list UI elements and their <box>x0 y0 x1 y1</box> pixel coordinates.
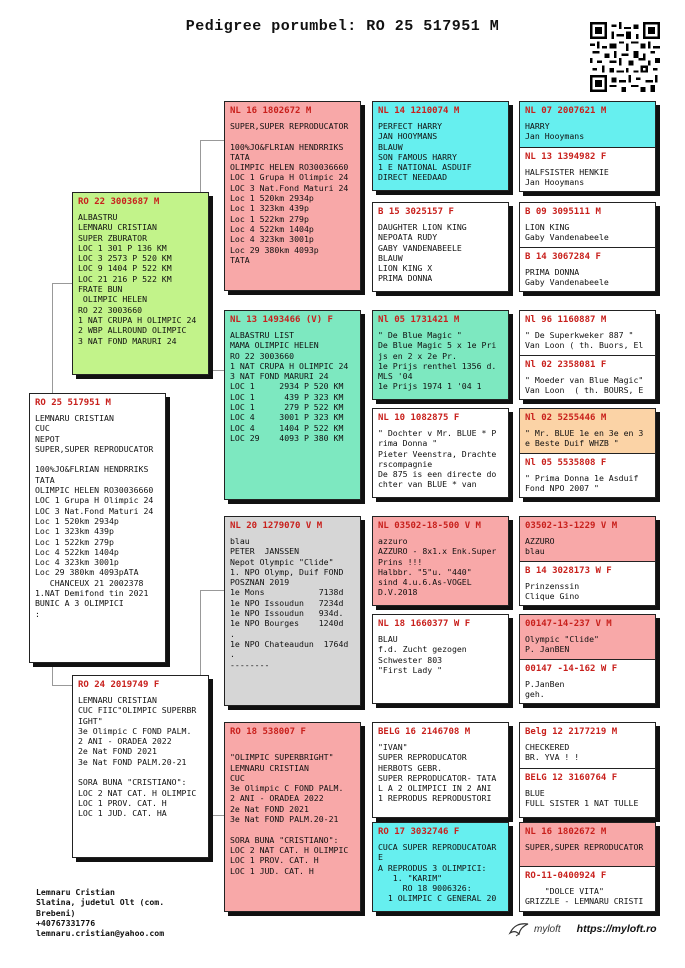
detail-line: 3 NAT FOND MARURI 24 <box>78 335 177 346</box>
great-grandparent-card[interactable] <box>372 408 509 498</box>
connector-line <box>52 685 72 686</box>
great-grandparent-card[interactable] <box>372 101 509 191</box>
detail-line: BLAU <box>378 634 398 644</box>
detail-line: LOC 9 1404 P 522 KM <box>78 263 172 274</box>
detail-line: PRIMA DONNA <box>525 267 580 277</box>
detail-line: RO 22 3003660 <box>230 350 295 361</box>
detail-line: rima Donna " <box>378 438 438 449</box>
ring-number: NL 14 1210074 M <box>378 106 460 116</box>
detail-line: " Dochter v Mr. BLUE * P <box>378 428 497 438</box>
details <box>378 330 503 392</box>
detail-line: LOC 1 301 P 136 KM <box>78 242 167 253</box>
ring-number: B 14 3028173 W F <box>525 566 612 576</box>
page-title: Pedigree porumbel: RO 25 517951 M <box>185 18 500 35</box>
detail-line: 3e Nat FOND PALM.20-21 <box>230 814 339 825</box>
details <box>525 330 650 351</box>
detail-line: AZZURO - 8x1.x Enk.Super <box>378 546 497 557</box>
details <box>78 212 203 346</box>
detail-line: BLUE <box>525 788 545 798</box>
detail-line: 2 WBP ALLROUND OLIMPIC <box>78 325 187 336</box>
detail-line: GABY VANDENABEELE <box>378 242 462 253</box>
detail-line: De 875 is een directe do <box>378 469 497 480</box>
detail-line: 1. "KARIM" <box>378 872 443 883</box>
great-grandparent-card[interactable] <box>372 822 509 912</box>
gggp-card[interactable] <box>519 147 656 192</box>
gggp-card[interactable] <box>519 101 656 148</box>
details <box>525 222 650 243</box>
connector-line <box>200 140 224 141</box>
details <box>525 428 650 449</box>
gggp-card[interactable] <box>519 310 656 356</box>
detail-line <box>230 742 355 752</box>
detail-line: 1e Prijs renthel 1356 d. <box>378 360 497 371</box>
detail-line: "OLIMPIC SUPERBRIGHT" <box>230 752 334 763</box>
detail-line: LOC 2 NAT CAT. H OLIMPIC <box>78 787 197 798</box>
ring-number: B 14 3067284 F <box>525 252 601 262</box>
detail-line: JAN HOOYMANS <box>378 131 438 142</box>
details <box>230 121 355 265</box>
details <box>525 634 650 655</box>
details <box>525 842 650 852</box>
details <box>378 742 503 804</box>
detail-line: SUPER ZBURATOR <box>78 232 148 243</box>
great-grandparent-card[interactable] <box>372 202 509 292</box>
detail-line: sind 4.u.6.As-VOGEL <box>378 577 472 588</box>
detail-line: POSZNAN 2019 <box>230 577 290 588</box>
dam-card[interactable] <box>72 675 209 858</box>
detail-line: Pieter Veenstra, Drachte <box>378 448 497 459</box>
ring-number: NL 16 1802672 M <box>525 827 607 837</box>
details <box>230 536 355 670</box>
detail-line: HERBOTS GEBR. <box>378 762 443 773</box>
connector-line <box>52 283 72 284</box>
ring-number: RO 18 538007 F <box>230 727 306 737</box>
detail-line: MAMA OLIMPIC HELEN <box>230 340 319 351</box>
detail-line: Van Loon ( th. Buors, El <box>525 340 644 351</box>
detail-line: : <box>35 608 40 619</box>
gggp-card[interactable] <box>519 822 656 867</box>
details <box>230 330 355 443</box>
detail-line: LOC 1 Grupa H Olimpic 24 <box>35 495 154 506</box>
detail-line: LOC 1 Grupa H Olimpic 24 <box>230 172 349 183</box>
connector-line <box>52 283 53 395</box>
detail-line: 1e Prijs 1974 1 '04 1 <box>378 381 482 392</box>
detail-line: Loc 1 323km 439p <box>230 203 309 214</box>
detail-line: 2 ANI - ORADEA 2022 <box>230 793 324 804</box>
detail-line <box>230 824 355 834</box>
detail-line: Jan Hooymans <box>525 131 585 142</box>
detail-line: HARRY <box>525 121 550 131</box>
detail-line: " Mr. BLUE 1e en 3e en 3 <box>525 428 644 438</box>
ring-number: NL 13 1394982 F <box>525 152 607 162</box>
detail-line: LEMNARU CRISTIAN <box>78 222 157 233</box>
detail-line: HALFSISTER HENKIE <box>525 167 609 177</box>
detail-line: SUPER,SUPER REPRODUCATOR <box>230 121 349 131</box>
detail-line: f.d. Zucht gezogen <box>378 644 467 655</box>
ring-number: B 09 3095111 M <box>525 207 601 217</box>
detail-line: 2e Nat FOND 2021 <box>78 746 157 757</box>
detail-line: Fond NPO 2007 " <box>525 483 599 494</box>
detail-line: LEMNARU CRISTIAN <box>35 413 114 423</box>
detail-line: L A 2 OLIMPICI IN 2 ANI <box>378 783 492 794</box>
ring-number: NL 20 1279070 V M <box>230 521 323 531</box>
great-grandparent-card[interactable] <box>372 310 509 400</box>
detail-line: LOC 1 439 P 323 KM <box>230 391 344 402</box>
detail-line: LION KING <box>525 222 570 232</box>
detail-line: Clique Gino <box>525 591 580 602</box>
detail-line: 2e Nat FOND 2021 <box>230 803 309 814</box>
gggp-card[interactable] <box>519 408 656 454</box>
detail-line: 100%JO&FLRIAN HENDRRIKS <box>35 464 149 475</box>
detail-line: rscompagnie <box>378 458 433 469</box>
ring-number: NL 16 1802672 M <box>230 106 312 116</box>
detail-line: Nepot Olympic "Clide" <box>230 556 334 567</box>
ring-number: Nl 05 5535808 F <box>525 458 607 468</box>
great-grandparent-card[interactable] <box>372 614 509 704</box>
detail-line: blau <box>230 536 250 546</box>
detail-line: Gaby Vandenabeele <box>525 277 609 288</box>
detail-line: 1e Mons 7138d <box>230 587 344 598</box>
detail-line: 1 NAT CRUPA H OLIMPIC 24 <box>230 360 349 371</box>
detail-line: SON FAMOUS HARRY <box>378 151 457 162</box>
details <box>378 842 503 904</box>
detail-line: BUNIC A 3 OLIMPICI <box>35 598 124 609</box>
detail-line: 1e NPO Chateaudun 1764d <box>230 638 349 649</box>
ring-number: NL 07 2007621 M <box>525 106 607 116</box>
detail-line: RO 18 9006326: <box>378 883 472 894</box>
detail-line: Prinzenssin <box>525 581 580 591</box>
detail-line: De Blue Magic 5 x 1e Pri <box>378 340 497 351</box>
detail-line: BR. YVA ! ! <box>525 752 580 763</box>
detail-line: Loc 4 323km 3001p <box>35 557 119 568</box>
detail-line: PETER JANSSEN <box>230 546 300 557</box>
detail-line: 1e NPO Bourges 1240d <box>230 618 344 629</box>
details <box>525 121 650 142</box>
detail-line: blau <box>525 546 545 557</box>
detail-line: LOC 1 2934 P 520 KM <box>230 381 344 392</box>
ring-number: B 15 3025157 F <box>378 207 454 217</box>
detail-line: CUC <box>35 423 50 434</box>
detail-line: "IVAN" <box>378 742 408 752</box>
detail-line: Loc 4 323km 3001p <box>230 234 314 245</box>
details <box>525 267 650 288</box>
detail-line: 2 ANI - ORADEA 2022 <box>78 736 172 747</box>
detail-line: OLIMPIC HELEN RO30036660 <box>35 485 154 496</box>
detail-line: TATA <box>35 474 55 485</box>
ring-number: NL 13 1493466 (V) F <box>230 315 333 325</box>
detail-line: " Prima Donna 1e Asduif <box>525 473 639 483</box>
detail-line: AZZURO <box>525 536 555 546</box>
detail-line: SORA BUNA "CRISTIANO": <box>78 777 187 788</box>
detail-line: DAUGHTER LION KING <box>378 222 467 232</box>
gggp-card[interactable] <box>519 561 656 606</box>
details <box>35 413 160 619</box>
detail-line: chter van BLUE * van <box>378 479 477 490</box>
detail-line: FULL SISTER 1 NAT TULLE <box>525 798 639 809</box>
details <box>525 886 650 907</box>
details <box>378 121 503 183</box>
detail-line: Loc 1 520km 2934p <box>230 193 314 204</box>
detail-line: LEMNARU CRISTIAN <box>78 695 157 705</box>
ring-number: NL 18 1660377 W F <box>378 619 471 629</box>
detail-line: LOC 1 279 P 522 KM <box>230 402 344 413</box>
detail-line: GRIZZLE - LEMNARU CRISTI <box>525 896 644 907</box>
ring-number: Nl 96 1160887 M <box>525 315 607 325</box>
detail-line: LOC 1 JUD. CAT. HA <box>78 808 167 819</box>
detail-line: Loc 29 380km 4093pATA <box>35 567 139 578</box>
gggp-card[interactable] <box>519 247 656 292</box>
detail-line: SUPER,SUPER REPRODUCATOR <box>525 842 644 852</box>
details <box>230 742 355 876</box>
great-grandparent-card[interactable] <box>372 722 509 818</box>
detail-line: LOC 29 4093 P 380 KM <box>230 432 344 443</box>
detail-line: Loc 1 323km 439p <box>35 526 114 537</box>
detail-line: BLAUW <box>378 252 403 263</box>
detail-line: MLS '04 <box>378 371 413 382</box>
detail-line: Loc 1 522km 279p <box>35 536 114 547</box>
detail-line: Lemnaru Cristian <box>36 887 115 897</box>
gggp-card[interactable] <box>519 453 656 498</box>
ring-number: 00147 -14-162 W F <box>525 664 618 674</box>
ring-number: NL 10 1082875 F <box>378 413 460 423</box>
detail-line: E <box>378 852 383 863</box>
details <box>378 222 503 284</box>
details <box>525 788 650 809</box>
detail-line: Schwester 803 <box>378 654 443 665</box>
detail-line: Prins !!! <box>378 556 423 567</box>
detail-line: OLIMPIC HELEN RO30036660 <box>230 162 349 173</box>
detail-line: . <box>230 628 235 639</box>
detail-line: PERFECT HARRY <box>378 121 443 131</box>
detail-line <box>35 454 160 464</box>
gggp-card[interactable] <box>519 614 656 660</box>
detail-line: 3e Olimpic C FOND PALM. <box>78 725 192 736</box>
detail-line: SUPER,SUPER REPRODUCATOR <box>35 443 154 454</box>
detail-line: CHECKERED <box>525 742 570 752</box>
detail-line: 100%JO&FLRIAN HENDRRIKS <box>230 141 344 152</box>
details <box>525 536 650 557</box>
detail-line: LEMNARU CRISTIAN <box>230 762 309 773</box>
bird-logo-icon <box>508 921 530 937</box>
detail-line: LOC 3 Nat.Fond Maturi 24 <box>230 182 349 193</box>
detail-line: Loc 29 380km 4093p <box>230 244 319 255</box>
detail-line: IGHT" <box>78 715 103 726</box>
grandparent-card[interactable] <box>224 722 361 912</box>
details <box>378 536 503 598</box>
detail-line: SUPER REPRODUCATOR <box>378 752 467 763</box>
brand-logo[interactable] <box>508 921 657 937</box>
ring-number: 03502-13-1229 V M <box>525 521 618 531</box>
detail-line: NEPOT <box>35 433 60 444</box>
ring-number: RO 17 3032746 F <box>378 827 460 837</box>
detail-line: " De Superkweker 887 " <box>525 330 634 340</box>
detail-line <box>230 131 355 141</box>
detail-line: Loc 1 522km 279p <box>230 213 309 224</box>
detail-line: CUC FIIC"OLIMPIC SUPERBR <box>78 705 197 716</box>
detail-line: "DOLCE VITA" <box>525 886 604 896</box>
grandparent-card[interactable] <box>224 310 361 500</box>
detail-line: LOC 3 2573 P 520 KM <box>78 253 172 264</box>
ring-number: 00147-14-237 V M <box>525 619 612 629</box>
details <box>378 428 503 490</box>
detail-line: CUCA SUPER REPRODUCATOAR <box>378 842 497 852</box>
detail-line: LOC 4 3001 P 323 KM <box>230 412 344 423</box>
detail-line: 1. NPO Olymp, Duif FOND <box>230 566 344 577</box>
ring-number: BELG 16 2146708 M <box>378 727 471 737</box>
gggp-card[interactable] <box>519 768 656 818</box>
detail-line: 3 NAT FOND MARURI 24 <box>230 371 329 382</box>
detail-line: BLAUW <box>378 141 403 152</box>
connector-line <box>52 665 53 685</box>
details <box>525 375 650 396</box>
detail-line: LOC 4 1404 P 522 KM <box>230 422 344 433</box>
detail-line: CHANCEUX 21 2002378 <box>35 577 144 588</box>
connector-line <box>200 590 224 591</box>
detail-line: lemnaru.cristian@yahoo.com <box>36 928 165 939</box>
detail-line: Van Loon ( th. BOURS, E <box>525 385 644 396</box>
detail-line: Halbbr. "5"u. "440" <box>378 566 472 577</box>
great-grandparent-card[interactable] <box>372 516 509 606</box>
detail-line: 1 OLIMPIC C GENERAL 20 <box>378 893 497 904</box>
detail-line: Loc 4 522km 1404p <box>35 546 119 557</box>
detail-line: . <box>230 649 235 660</box>
detail-line: P.JanBen <box>525 679 565 689</box>
grandparent-card[interactable] <box>224 101 361 291</box>
detail-line: Loc 1 520km 2934p <box>35 515 119 526</box>
detail-line: D.V.2018 <box>378 587 418 598</box>
detail-line: js en 2 x 2e Pr. <box>378 350 457 361</box>
details <box>525 679 650 700</box>
detail-line: " Moeder van Blue Magic" <box>525 375 644 385</box>
detail-line: 1.NAT Demifond tin 2021 <box>35 588 149 599</box>
ring-number: Belg 12 2177219 M <box>525 727 618 737</box>
detail-line: 3e Olimpic C FOND PALM. <box>230 783 344 794</box>
detail-line: TATA <box>230 151 250 162</box>
detail-line: OLIMPIC HELEN <box>78 294 148 305</box>
detail-line: NEPOATA RUDY <box>378 232 438 243</box>
detail-line: Slatina, judetul Olt (com. <box>36 897 165 908</box>
detail-line: 1e NPO Issoudun 934d. <box>230 608 344 619</box>
detail-line: RO 22 3003660 <box>78 304 143 315</box>
details <box>378 634 503 675</box>
gggp-card[interactable] <box>519 866 656 912</box>
detail-line: LOC 3 Nat.Fond Maturi 24 <box>35 505 154 516</box>
ring-number: Nl 02 5255446 M <box>525 413 607 423</box>
detail-line: 1 E NATIONAL ASDUIF <box>378 162 472 173</box>
detail-line: 3e Nat FOND PALM.20-21 <box>78 756 187 767</box>
ring-number: Nl 05 1731421 M <box>378 315 460 325</box>
detail-line: Olympic "Clide" <box>525 634 599 644</box>
detail-line: e Beste Duif WHZB " <box>525 438 619 449</box>
detail-line: PRIMA DONNA <box>378 273 433 284</box>
detail-line: " De Blue Magic " <box>378 330 462 340</box>
gggp-card[interactable] <box>519 355 656 400</box>
detail-line: 1e NPO Issoudun 7234d <box>230 597 344 608</box>
detail-line: Gaby Vandenabeele <box>525 232 609 243</box>
detail-line: LOC 1 PROV. CAT. H <box>78 797 167 808</box>
ring-number: BELG 12 3160764 F <box>525 773 618 783</box>
detail-line: LOC 1 PROV. CAT. H <box>230 855 319 866</box>
details <box>525 167 650 188</box>
ring-number: RO-11-0400924 F <box>525 871 607 881</box>
detail-line: Loc 4 522km 1404p <box>230 223 314 234</box>
detail-line: TATA <box>230 254 250 265</box>
detail-line: CUC <box>230 772 245 783</box>
detail-line: azzuro <box>378 536 408 546</box>
subject-card[interactable] <box>29 393 166 663</box>
detail-line: geh. <box>525 689 545 700</box>
qr-code-icon <box>590 22 660 92</box>
details <box>525 742 650 763</box>
ring-number: NL 03502-18-500 V M <box>378 521 481 531</box>
detail-line: Brebeni) <box>36 907 76 918</box>
detail-line: 1 REPRODUS REPRODUSTORI <box>378 793 492 804</box>
ring-number: Nl 02 2358081 F <box>525 360 607 370</box>
details <box>525 473 650 494</box>
website-link[interactable]: https://myloft.ro <box>576 923 657 935</box>
detail-line: SORA BUNA "CRISTIANO": <box>230 834 339 845</box>
ring-number: RO 25 517951 M <box>35 398 111 408</box>
detail-line: SUPER REPRODUCATOR- TATA <box>378 772 497 783</box>
ring-number: RO 22 3003687 M <box>78 197 160 207</box>
detail-line: LION KING X <box>378 263 433 274</box>
detail-line: "First Lady " <box>378 664 443 675</box>
detail-line <box>78 767 203 777</box>
breeder-contact <box>36 887 164 938</box>
detail-line: Jan Hooymans <box>525 177 585 188</box>
gggp-card[interactable] <box>519 659 656 704</box>
detail-line: 1 NAT CRUPA H OLIMPIC 24 <box>78 314 197 325</box>
detail-line: LOC 2 NAT CAT. H OLIMPIC <box>230 844 349 855</box>
detail-line: LOC 1 JUD. CAT. H <box>230 865 314 876</box>
detail-line: A REPRODUS 3 OLIMPICI: <box>378 862 487 873</box>
ring-number: RO 24 2019749 F <box>78 680 160 690</box>
detail-line: ALBASTRU <box>78 212 118 222</box>
detail-line: +40767331776 <box>36 917 96 928</box>
details <box>525 581 650 602</box>
detail-line: FRATE BUN <box>78 284 123 295</box>
detail-line: P. JanBEN <box>525 644 570 655</box>
details <box>78 695 203 819</box>
sire-card[interactable] <box>72 192 209 375</box>
detail-line: DIRECT NEEDAAD <box>378 172 448 183</box>
detail-line: LOC 21 216 P 522 KM <box>78 273 172 284</box>
brand-name: myloft <box>534 923 561 935</box>
gggp-card[interactable] <box>519 722 656 769</box>
grandparent-card[interactable] <box>224 516 361 706</box>
detail-line: ALBASTRU LIST <box>230 330 295 340</box>
gggp-card[interactable] <box>519 202 656 248</box>
detail-line: -------- <box>230 659 270 670</box>
gggp-card[interactable] <box>519 516 656 562</box>
